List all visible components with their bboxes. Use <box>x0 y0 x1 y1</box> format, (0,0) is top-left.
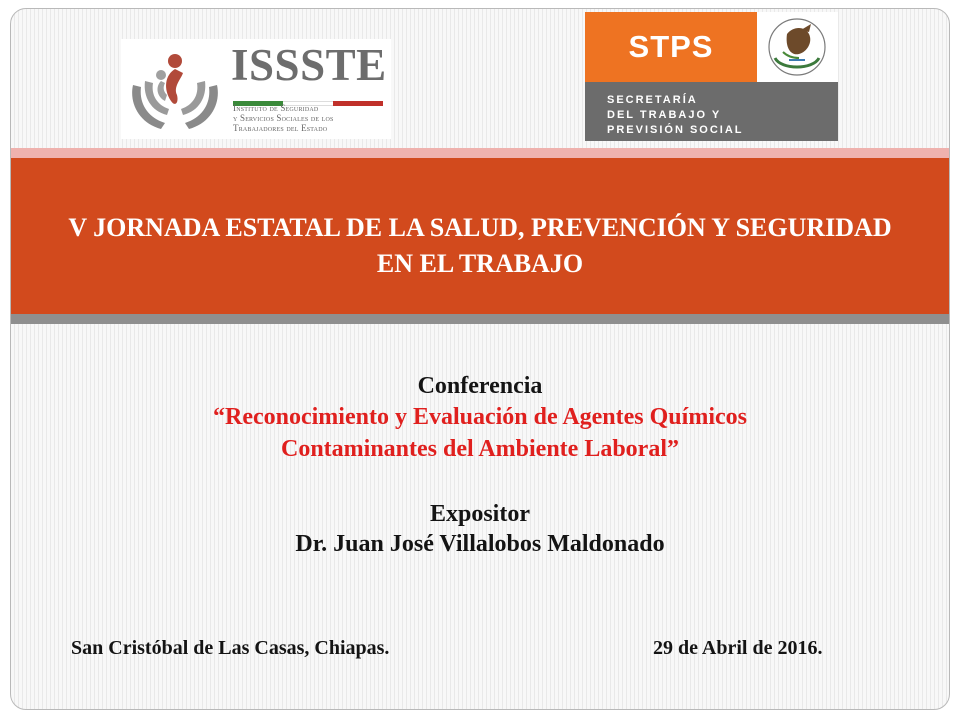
issste-subtitle-line: y Servicios Sociales de los <box>233 113 334 123</box>
slide <box>10 8 950 710</box>
stps-subtitle-line: SECRETARÍA <box>607 94 698 106</box>
stps-subtitle-line: DEL TRABAJO Y <box>607 109 722 121</box>
stps-seal-panel <box>757 12 838 82</box>
mexican-coat-of-arms-icon <box>757 12 838 82</box>
spacer <box>11 465 949 499</box>
conference-label: Conferencia <box>417 373 543 399</box>
issste-logo <box>121 39 391 139</box>
issste-subtitle-line: Instituto de Seguridad <box>233 103 319 113</box>
issste-wordmark: ISSSTE <box>231 40 387 90</box>
slide-body <box>11 371 949 559</box>
stps-logo <box>585 12 838 141</box>
banner-top-stripe <box>11 148 949 158</box>
event-date: 29 de Abril de 2016. <box>653 637 823 659</box>
issste-subtitle-line: Trabajadores del Estado <box>233 123 328 133</box>
issste-subtitle <box>233 103 393 133</box>
banner-bottom-stripe <box>11 314 949 324</box>
speaker-name: Dr. Juan José Villalobos Maldonado <box>295 531 665 557</box>
stps-logo-top <box>585 12 838 82</box>
title-banner <box>11 158 949 314</box>
event-location: San Cristóbal de Las Casas, Chiapas. <box>71 637 390 659</box>
conference-title-line: Contaminantes del Ambiente Laboral” <box>280 436 679 462</box>
issste-tricolor-bar <box>233 93 383 98</box>
stps-subtitle-line: PREVISIÓN SOCIAL <box>607 124 744 136</box>
conference-title-line: “Reconocimiento y Evaluación de Agentes Químicos <box>213 404 747 430</box>
logo-header <box>11 9 949 149</box>
issste-hands-emblem-icon <box>125 45 225 133</box>
event-title: V JORNADA ESTATAL DE LA SALUD, PREVENCIÓN Y SEGURIDAD EN EL TRABAJO <box>68 213 892 278</box>
speaker-label: Expositor <box>429 501 530 527</box>
stps-subtitle <box>607 93 827 138</box>
stps-wordmark: STPS <box>585 12 757 82</box>
